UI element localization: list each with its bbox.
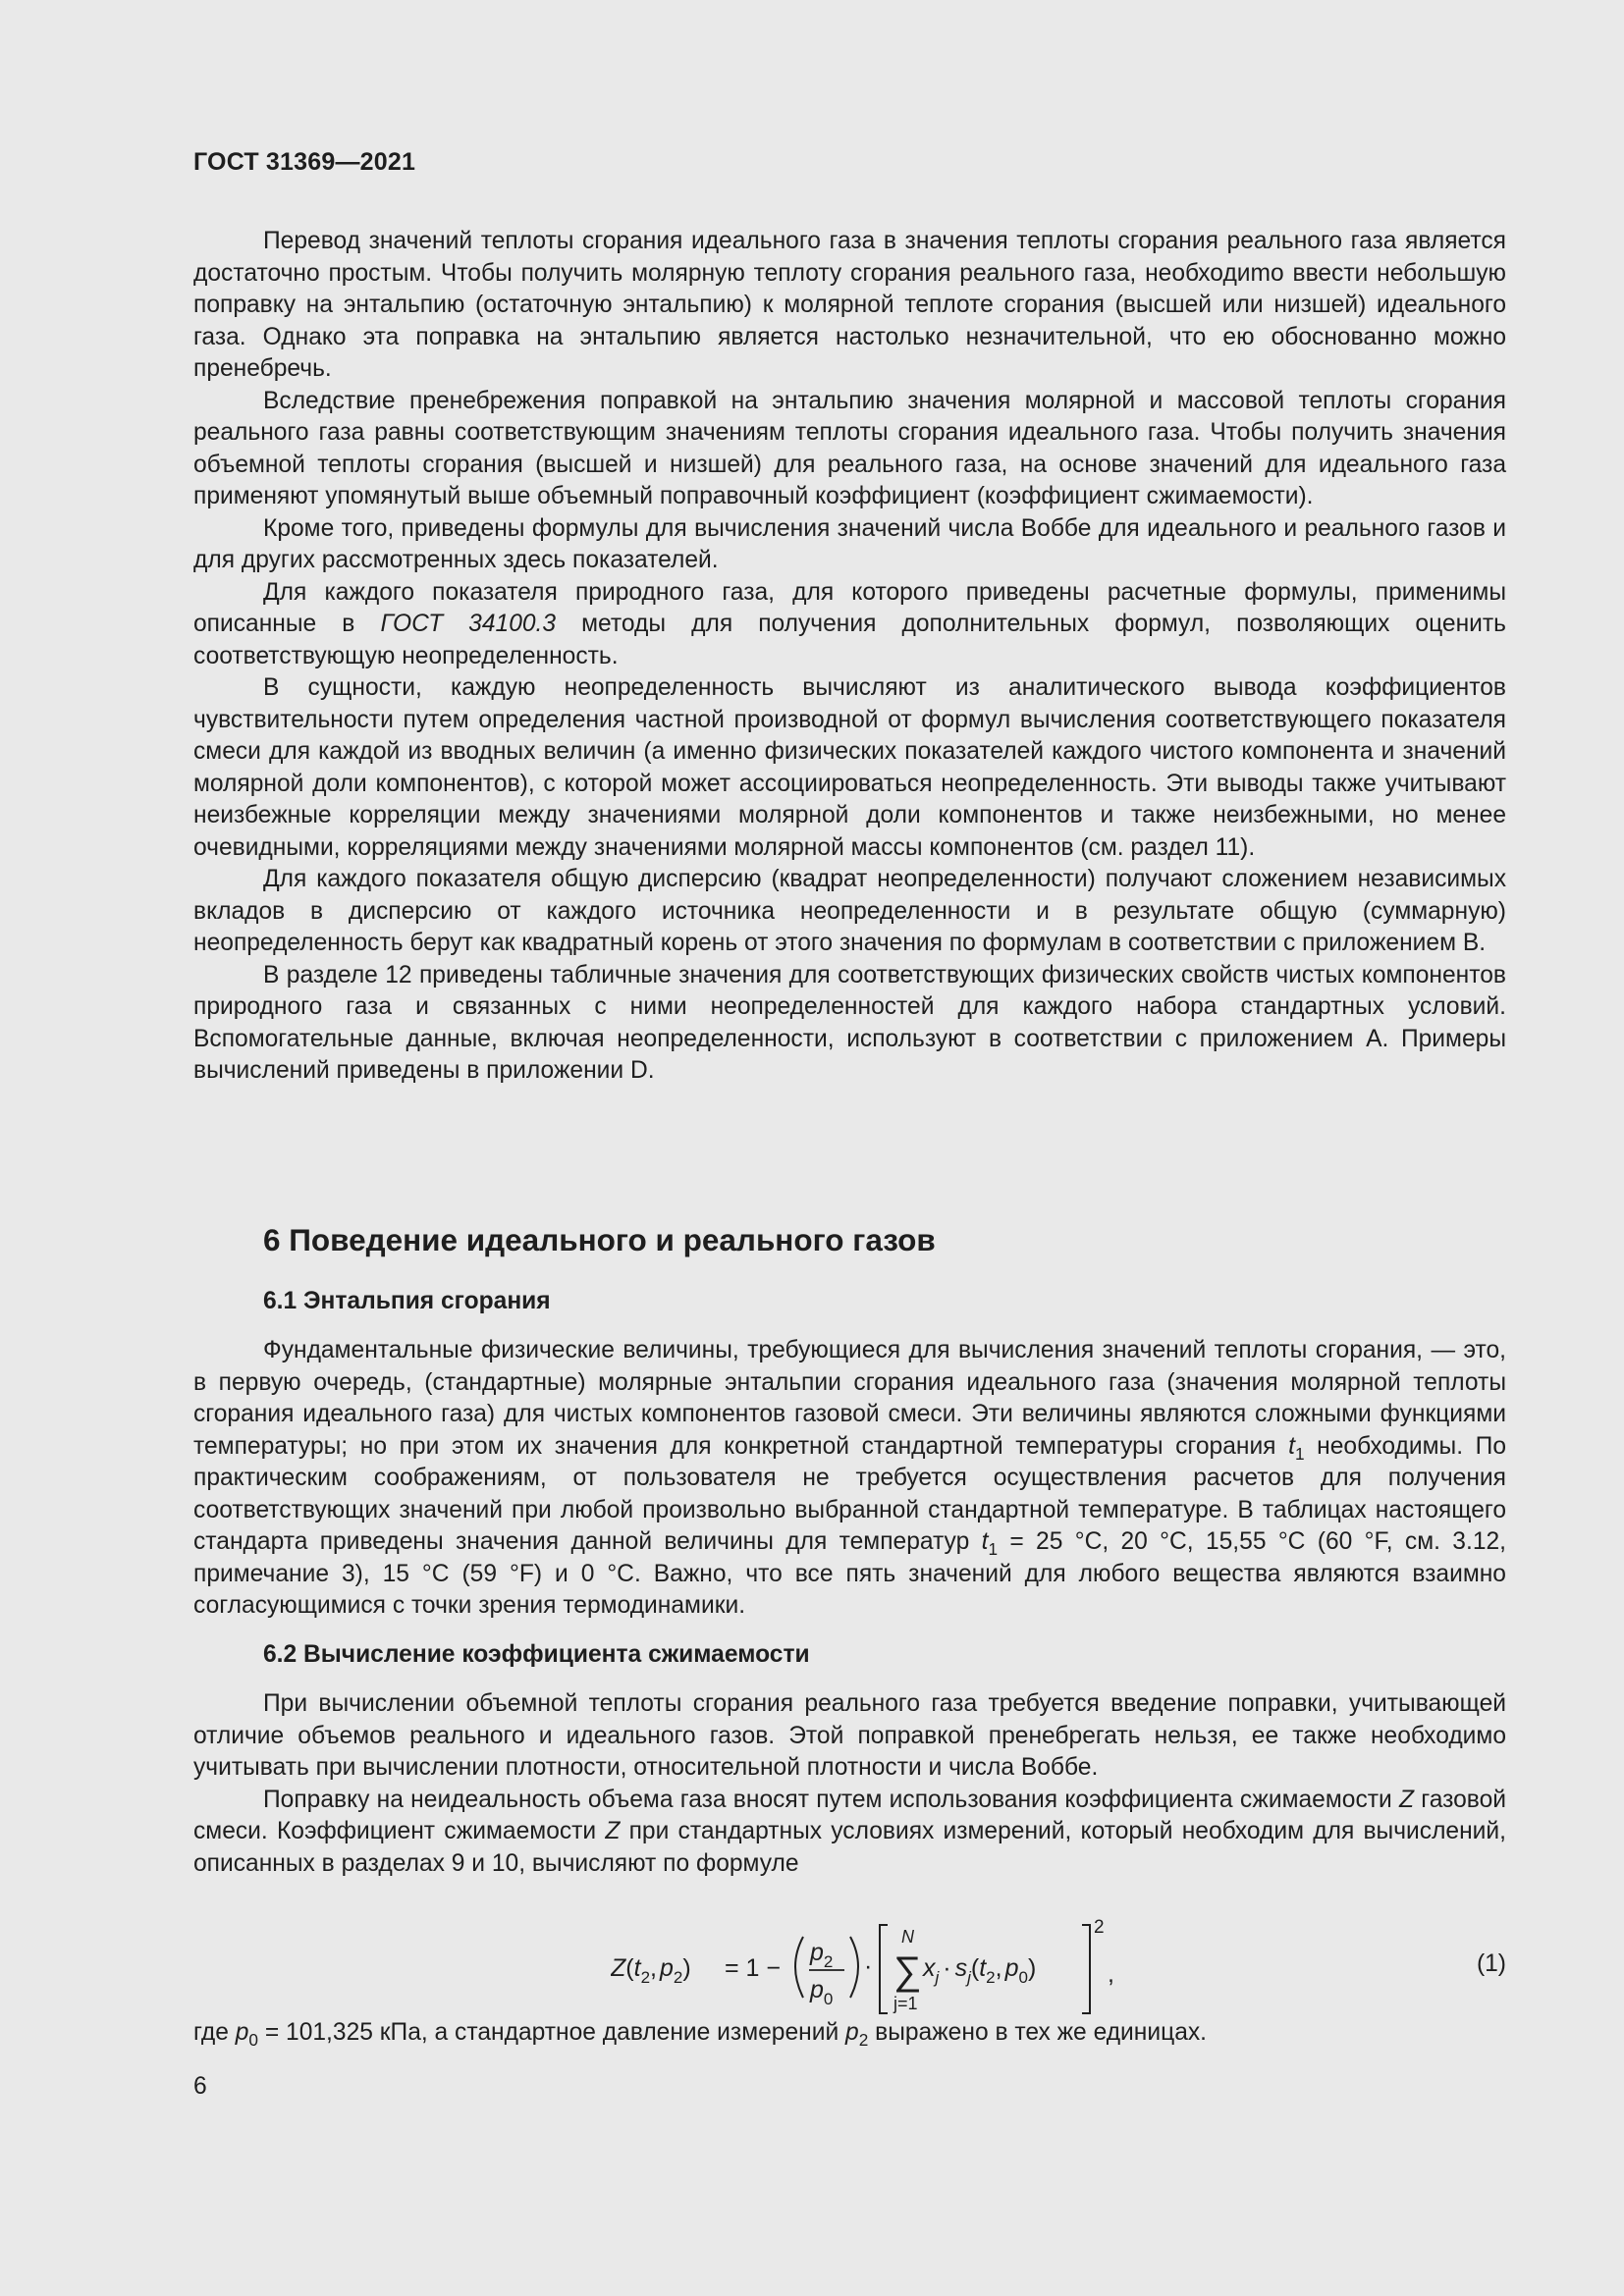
- paragraph: где $p_0 = 101,325$ кПа, а стандартное давление измерений $p_2$ выражено в тех же единицах.: [193, 2019, 1208, 2051]
- svg-text:·: ·: [864, 1952, 873, 1980]
- standard-reference: ГОСТ 34100.3: [380, 611, 557, 637]
- svg-text:,: ,: [1108, 1960, 1114, 1988]
- svg-text:2: 2: [1094, 1917, 1105, 1938]
- intro-section: [193, 226, 1506, 1088]
- paragraph: При вычислении объемной теплоты сгорания реального газа требуется введение поправки, учитывающей отличие объемов реального и идеального газов. Этой поправкой пренебрегать нельзя, ее также необходимо учитывать при вычислении плотности, относительной плотности и числа Воббе.: [193, 1690, 1506, 1781]
- formula-1: [193, 1911, 1506, 2019]
- document-code-header: ГОСТ 31369—2021: [193, 148, 416, 176]
- svg-text:N: N: [901, 1927, 914, 1947]
- svg-text:p0: $p_0$: [810, 1976, 834, 2008]
- section-6-heading: 6 Поведение идеального и реального газов: [263, 1222, 936, 1257]
- subsection-6-2-heading: 6.2 Вычисление коэффициента сжимаемости: [263, 1641, 810, 1668]
- svg-text:Z(t2,p2): $Z(t_2$, $p_2$): [611, 1954, 691, 1987]
- formula-explanation: [193, 2017, 1506, 2050]
- paragraph: Вследствие пренебрежения поправкой на энтальпию значения молярной и массовой теплоты сгорания реального газа равны соответствующим значениям теплоты сгорания идеального газа. Чтобы получить значения объемной теплоты сгорания (высшей и низшей) для реального газа, на основе значений для идеального газа применяют упомянутый выше объемный поправочный коэффициент (коэффициент сжимаемости).: [193, 387, 1506, 509]
- svg-text:= 1 −: = 1 −: [725, 1954, 781, 1982]
- paragraph: В разделе 12 приведены табличные значения для соответствующих физических свойств чистых компонентов природного газа и связанных с ними неопределенностей для каждого набора стандартных условий. Вспомогательные данные, включая неопределенности, используют в соответствии с приложением А. Примеры вычислений приведены в приложении D.: [193, 961, 1506, 1084]
- paragraph: Перевод значений теплоты сгорания идеального газа в значения теплоты сгорания реального газа является достаточно простым. Чтобы получить молярную теплоту сгорания реального газа, необходиmо ввести небольшую поправку на энтальпию (остаточную энтальпию) к молярной теплоте сгорания (высшей или низшей) идеального газа. Однако эта поправка на энтальпию является настолько незначительной, что ею обоснованно можно пренебречь.: [193, 228, 1506, 382]
- subsection-6-1: [193, 1286, 1506, 1623]
- compressibility-formula: [611, 1911, 1298, 2019]
- paragraph: В сущности, каждую неопределенность вычисляют из аналитического вывода коэффициентов чувствительности путем определения частной производной от формул вычисления соответствующего показателя смеси для каждой из вводных величин (а именно физических показателей каждого чистого компонента и значений молярной доли компонентов), с которой может ассоциироваться неопределенность. Эти выводы также учитывают неизбежные корреляции между значениями молярной доли компонентов и также неизбежными, но менее очевидными, корреляциями между значениями молярной массы компонентов (см. раздел 11).: [193, 674, 1506, 861]
- paragraph: Для каждого показателя природного газа, для которого приведены расчетные формулы, применимы описанные в ГОСТ 34100.3 методы для получения дополнительных формул, позволяющих оценить соответствующую неопределенность.: [193, 578, 1506, 669]
- svg-text:j=1: j=1: [893, 1994, 918, 2013]
- svg-text:∑: ∑: [893, 1949, 922, 1993]
- equation-number: (1): [1476, 1950, 1506, 1977]
- paragraph: Для каждого показателя общую дисперсию (квадрат неопределенности) получают сложением независимых вкладов в дисперсию от каждого источника неопределенности и в результате общую (суммарную) неопределенность берут как квадратный корень от этого значения по формулам в соответствии с приложением В.: [193, 866, 1506, 956]
- paragraph: Поправку на неидеальность объема газа вносят путем использования коэффициента сжимаемости Z газовой смеси. Коэффициент сжимаемости Z при стандартных условиях измерений, который необходим для вычислений, описанных в разделах 9 и 10, вычисляют по формуле: [193, 1786, 1506, 1877]
- svg-text:p2: $p_2$: [810, 1939, 834, 1971]
- subsection-6-1-heading: 6.1 Энтальпия сгорания: [263, 1288, 551, 1314]
- subsection-6-2: [193, 1639, 1506, 1880]
- paragraph: Кроме того, приведены формулы для вычисления значений числа Воббе для идеального и реального газов и для других рассмотренных здесь показателей.: [193, 514, 1506, 573]
- page-number: 6: [193, 2073, 207, 2100]
- paragraph: Фундаментальные физические величины, требующиеся для вычисления значений теплоты сгорания, — это, в первую очередь, (стандартные) молярные энтальпии сгорания идеального газа (значения молярной теплоты сгорания идеального газа) для чистых компонентов газовой смеси. Эти величины являются сложными функциями температуры; но при этом их значения для конкретной стандартной температуры сгорания $t_1$ необходимы. По практическим соображениям, от пользователя не требуется осуществления расчетов для получения соответствующих значений при любой произвольно выбранной стандартной температуре. В таблицах настоящего стандарта приведены значения данной величины для температур $t_1 = 25$ °С, 20 °С, 15,55 °С (60 °F, см. 3.12, примечание 3), 15 °С (59 °F) и 0 °С. Важно, что все пять значений для любого вещества являются взаимно согласующимися с точки зрения термодинамики.: [193, 1337, 1507, 1619]
- svg-text:xj·sj(t2,p0): $x_j \cdot s_j(t_2$, $p_0$): [923, 1954, 1037, 1987]
